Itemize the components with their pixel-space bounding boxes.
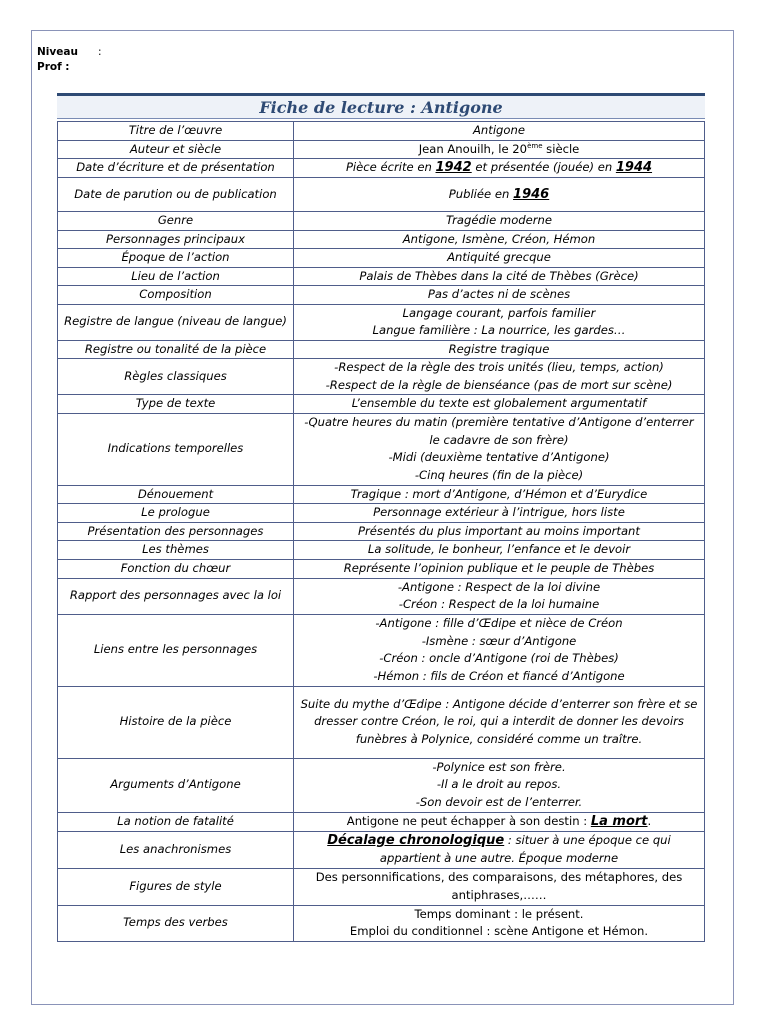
row-value: La solitude, le bonheur, l’enfance et le devoir [294, 541, 705, 560]
table-row [58, 578, 705, 614]
row-label: Histoire de la pièce [58, 686, 294, 758]
prof-label: Prof : [37, 61, 70, 73]
row-value: Présentés du plus important au moins important [294, 522, 705, 541]
table-row [58, 541, 705, 560]
row-label: La notion de fatalité [58, 812, 294, 831]
row-value: Antigone [294, 122, 705, 141]
table-row [58, 758, 705, 812]
table-row [58, 559, 705, 578]
table-row [58, 359, 705, 395]
row-label: Date d’écriture et de présentation [58, 159, 294, 178]
table-row [58, 522, 705, 541]
niveau-separator: : [98, 46, 102, 58]
row-label: Les thèmes [58, 541, 294, 560]
row-value: Personnage extérieur à l’intrigue, hors liste [294, 504, 705, 523]
row-label: Rapport des personnages avec la loi [58, 578, 294, 614]
row-label: Personnages principaux [58, 230, 294, 249]
sheet-title-bar [57, 93, 705, 119]
table-row [58, 212, 705, 231]
row-value: Langage courant, parfois familier Langue familière : La nourrice, les gardes… [294, 304, 705, 340]
row-value: Tragédie moderne [294, 212, 705, 231]
row-value: -Antigone : Respect de la loi divine -Créon : Respect de la loi humaine [294, 578, 705, 614]
table-row [58, 504, 705, 523]
table-row [58, 249, 705, 268]
row-label: Composition [58, 286, 294, 305]
row-value: Décalage chronologique : situer à une époque ce qui appartient à une autre. Époque moderne [294, 831, 705, 868]
table-row [58, 413, 705, 485]
row-label: Les anachronismes [58, 831, 294, 868]
row-label: Genre [58, 212, 294, 231]
row-value: Palais de Thèbes dans la cité de Thèbes (Grèce) [294, 267, 705, 286]
table-row [58, 485, 705, 504]
row-value: -Antigone : fille d’Œdipe et nièce de Créon -Ismène : sœur d’Antigone -Créon : oncle d’Antigone (roi de Thèbes) -Hémon : fils de Créon et fiancé d’Antigone [294, 614, 705, 686]
table-row [58, 905, 705, 941]
row-label: Titre de l’œuvre [58, 122, 294, 141]
table-row [58, 340, 705, 359]
row-label: Registre ou tonalité de la pièce [58, 340, 294, 359]
table-row [58, 614, 705, 686]
table-row [58, 868, 705, 905]
row-label: Époque de l’action [58, 249, 294, 268]
table-row [58, 286, 705, 305]
row-value: Antigone ne peut échapper à son destin : La mort. [294, 812, 705, 831]
table-row [58, 178, 705, 212]
row-value: Antiquité grecque [294, 249, 705, 268]
table-row [58, 831, 705, 868]
row-label: Type de texte [58, 395, 294, 414]
row-label: Dénouement [58, 485, 294, 504]
table-row [58, 140, 705, 159]
row-value: -Polynice est son frère. -Il a le droit au repos. -Son devoir est de l’enterrer. [294, 758, 705, 812]
niveau-label: Niveau [37, 46, 78, 58]
row-label: Temps des verbes [58, 905, 294, 941]
row-label: Liens entre les personnages [58, 614, 294, 686]
reading-table [57, 121, 705, 942]
row-value: Publiée en 1946 [294, 178, 705, 212]
row-value: Temps dominant : le présent. Emploi du conditionnel : scène Antigone et Hémon. [294, 905, 705, 941]
row-value: Registre tragique [294, 340, 705, 359]
table-row [58, 812, 705, 831]
row-label: Fonction du chœur [58, 559, 294, 578]
row-value: Des personnifications, des comparaisons, des métaphores, des antiphrases,…… [294, 868, 705, 905]
table-row [58, 267, 705, 286]
row-label: Auteur et siècle [58, 140, 294, 159]
row-value: Antigone, Ismène, Créon, Hémon [294, 230, 705, 249]
row-label: Arguments d’Antigone [58, 758, 294, 812]
row-value: Jean Anouilh, le 20ème siècle [294, 140, 705, 159]
reading-sheet [57, 93, 705, 942]
table-row [58, 304, 705, 340]
row-value: Pas d’actes ni de scènes [294, 286, 705, 305]
table-row [58, 159, 705, 178]
row-label: Règles classiques [58, 359, 294, 395]
row-value: Suite du mythe d’Œdipe : Antigone décide d’enterrer son frère et se dresser contre Créon, le roi, qui a interdit de donner les devoirs funèbres à Polynice, considéré comme un traître. [294, 686, 705, 758]
row-value: -Respect de la règle des trois unités (lieu, temps, action) -Respect de la règle de bienséance (pas de mort sur scène) [294, 359, 705, 395]
row-label: Indications temporelles [58, 413, 294, 485]
row-label: Le prologue [58, 504, 294, 523]
table-row [58, 230, 705, 249]
row-label: Lieu de l’action [58, 267, 294, 286]
row-value: L’ensemble du texte est globalement argumentatif [294, 395, 705, 414]
row-label: Date de parution ou de publication [58, 178, 294, 212]
table-row [58, 395, 705, 414]
row-label: Registre de langue (niveau de langue) [58, 304, 294, 340]
table-row [58, 122, 705, 141]
row-value: Pièce écrite en 1942 et présentée (jouée) en 1944 [294, 159, 705, 178]
row-value: Représente l’opinion publique et le peuple de Thèbes [294, 559, 705, 578]
row-label: Figures de style [58, 868, 294, 905]
table-row [58, 686, 705, 758]
row-value: -Quatre heures du matin (première tentative d’Antigone d’enterrer le cadavre de son frère) -Midi (deuxième tentative d’Antigone) -Cinq heures (fin de la pièce) [294, 413, 705, 485]
row-label: Présentation des personnages [58, 522, 294, 541]
row-value: Tragique : mort d’Antigone, d’Hémon et d’Eurydice [294, 485, 705, 504]
sheet-title: Fiche de lecture : Antigone [259, 97, 503, 117]
